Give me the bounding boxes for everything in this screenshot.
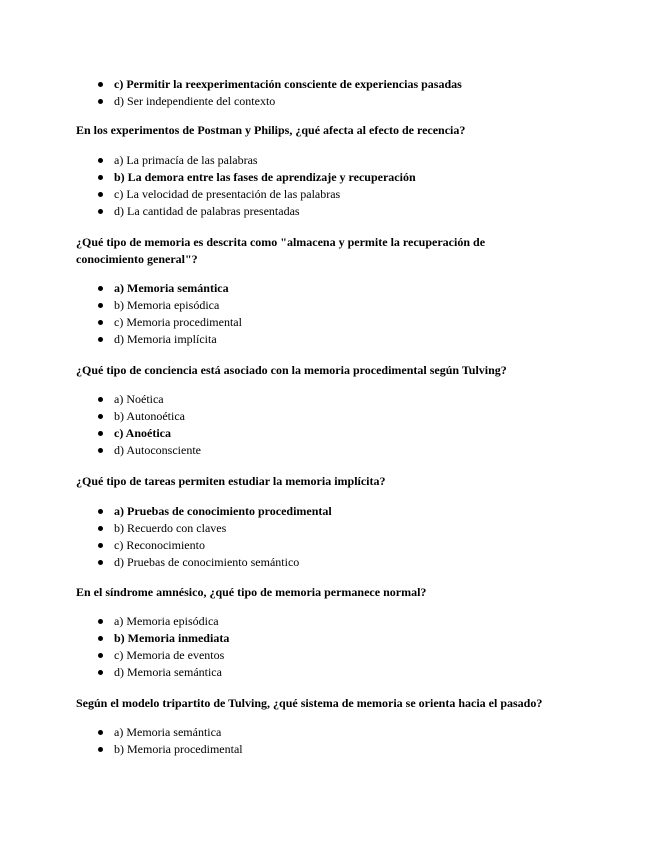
option-text: d) Memoria implícita bbox=[114, 332, 217, 346]
option-item bbox=[76, 186, 596, 203]
question-text: Según el modelo tripartito de Tulving, ¿qué sistema de memoria se orienta hacia el pasado? bbox=[76, 696, 543, 710]
option-text: d) Autoconsciente bbox=[114, 443, 201, 457]
question-text: ¿Qué tipo de tareas permiten estudiar la memoria implícita? bbox=[76, 474, 386, 488]
bullet-icon bbox=[98, 82, 103, 87]
bullet-icon bbox=[98, 619, 103, 624]
option-text: c) Permitir la reexperimentación consciente de experiencias pasadas bbox=[114, 77, 462, 91]
bullet-icon bbox=[98, 99, 103, 104]
option-text: a) Memoria semántica bbox=[114, 281, 229, 295]
option-text: c) Anoética bbox=[114, 426, 171, 440]
bullet-icon bbox=[98, 543, 103, 548]
option-list bbox=[76, 613, 596, 681]
option-item bbox=[76, 314, 596, 331]
option-text: c) Memoria de eventos bbox=[114, 648, 225, 662]
option-item bbox=[76, 503, 596, 520]
bullet-icon bbox=[98, 192, 103, 197]
option-item bbox=[76, 647, 596, 664]
options-block bbox=[76, 613, 596, 681]
option-item bbox=[76, 408, 596, 425]
option-text: a) Noética bbox=[114, 392, 164, 406]
bullet-icon bbox=[98, 653, 103, 658]
question-block bbox=[76, 584, 596, 601]
option-text: b) Memoria procedimental bbox=[114, 742, 243, 756]
option-item bbox=[76, 152, 596, 169]
question-text: En los experimentos de Postman y Philips, ¿qué afecta al efecto de recencia? bbox=[76, 123, 466, 137]
option-item bbox=[76, 537, 596, 554]
option-text: a) Pruebas de conocimiento procedimental bbox=[114, 504, 332, 518]
option-text: a) Memoria semántica bbox=[114, 725, 222, 739]
option-text: d) Pruebas de conocimiento semántico bbox=[114, 555, 300, 569]
option-text: c) Memoria procedimental bbox=[114, 315, 242, 329]
question-text: ¿Qué tipo de conciencia está asociado con la memoria procedimental según Tulving? bbox=[76, 363, 507, 377]
option-text: d) La cantidad de palabras presentadas bbox=[114, 204, 300, 218]
option-list bbox=[76, 280, 596, 348]
question-block bbox=[76, 234, 536, 268]
bullet-icon bbox=[98, 303, 103, 308]
bullet-icon bbox=[98, 337, 103, 342]
option-text: b) Memoria episódica bbox=[114, 298, 220, 312]
option-list bbox=[76, 152, 596, 220]
bullet-icon bbox=[98, 158, 103, 163]
bullet-icon bbox=[98, 286, 103, 291]
bullet-icon bbox=[98, 730, 103, 735]
option-item bbox=[76, 76, 596, 93]
option-list bbox=[76, 391, 596, 459]
option-text: d) Ser independiente del contexto bbox=[114, 94, 276, 108]
intro-options-block bbox=[76, 76, 596, 110]
option-list bbox=[76, 76, 596, 110]
bullet-icon bbox=[98, 636, 103, 641]
option-item bbox=[76, 203, 596, 220]
option-item bbox=[76, 442, 596, 459]
option-list bbox=[76, 503, 596, 571]
question-block bbox=[76, 695, 616, 712]
option-item bbox=[76, 613, 596, 630]
question-block bbox=[76, 122, 596, 139]
options-block bbox=[76, 280, 596, 348]
bullet-icon bbox=[98, 670, 103, 675]
bullet-icon bbox=[98, 175, 103, 180]
question-block bbox=[76, 473, 596, 490]
options-block bbox=[76, 503, 596, 571]
option-text: c) Reconocimiento bbox=[114, 538, 205, 552]
option-item bbox=[76, 331, 596, 348]
bullet-icon bbox=[98, 414, 103, 419]
option-item bbox=[76, 630, 596, 647]
option-text: a) Memoria episódica bbox=[114, 614, 219, 628]
option-text: b) Autonoética bbox=[114, 409, 185, 423]
option-item bbox=[76, 391, 596, 408]
option-text: b) Memoria inmediata bbox=[114, 631, 230, 645]
option-item bbox=[76, 169, 596, 186]
option-item bbox=[76, 520, 596, 537]
option-item bbox=[76, 554, 596, 571]
question-text: En el síndrome amnésico, ¿qué tipo de memoria permanece normal? bbox=[76, 585, 427, 599]
option-item bbox=[76, 741, 596, 758]
option-text: d) Memoria semántica bbox=[114, 665, 222, 679]
bullet-icon bbox=[98, 560, 103, 565]
question-text: ¿Qué tipo de memoria es descrita como "almacena y permite la recuperación de conocimiento general"? bbox=[76, 235, 486, 266]
bullet-icon bbox=[98, 431, 103, 436]
bullet-icon bbox=[98, 747, 103, 752]
option-list bbox=[76, 724, 596, 758]
bullet-icon bbox=[98, 526, 103, 531]
option-item bbox=[76, 425, 596, 442]
option-item bbox=[76, 93, 596, 110]
option-text: b) La demora entre las fases de aprendizaje y recuperación bbox=[114, 170, 416, 184]
question-block bbox=[76, 362, 596, 379]
options-block bbox=[76, 391, 596, 459]
option-item bbox=[76, 724, 596, 741]
bullet-icon bbox=[98, 509, 103, 514]
option-text: b) Recuerdo con claves bbox=[114, 521, 227, 535]
option-item bbox=[76, 664, 596, 681]
bullet-icon bbox=[98, 448, 103, 453]
option-item bbox=[76, 280, 596, 297]
option-text: c) La velocidad de presentación de las palabras bbox=[114, 187, 341, 201]
bullet-icon bbox=[98, 397, 103, 402]
bullet-icon bbox=[98, 209, 103, 214]
bullet-icon bbox=[98, 320, 103, 325]
options-block bbox=[76, 724, 596, 758]
option-item bbox=[76, 297, 596, 314]
option-text: a) La primacía de las palabras bbox=[114, 153, 258, 167]
options-block bbox=[76, 152, 596, 220]
